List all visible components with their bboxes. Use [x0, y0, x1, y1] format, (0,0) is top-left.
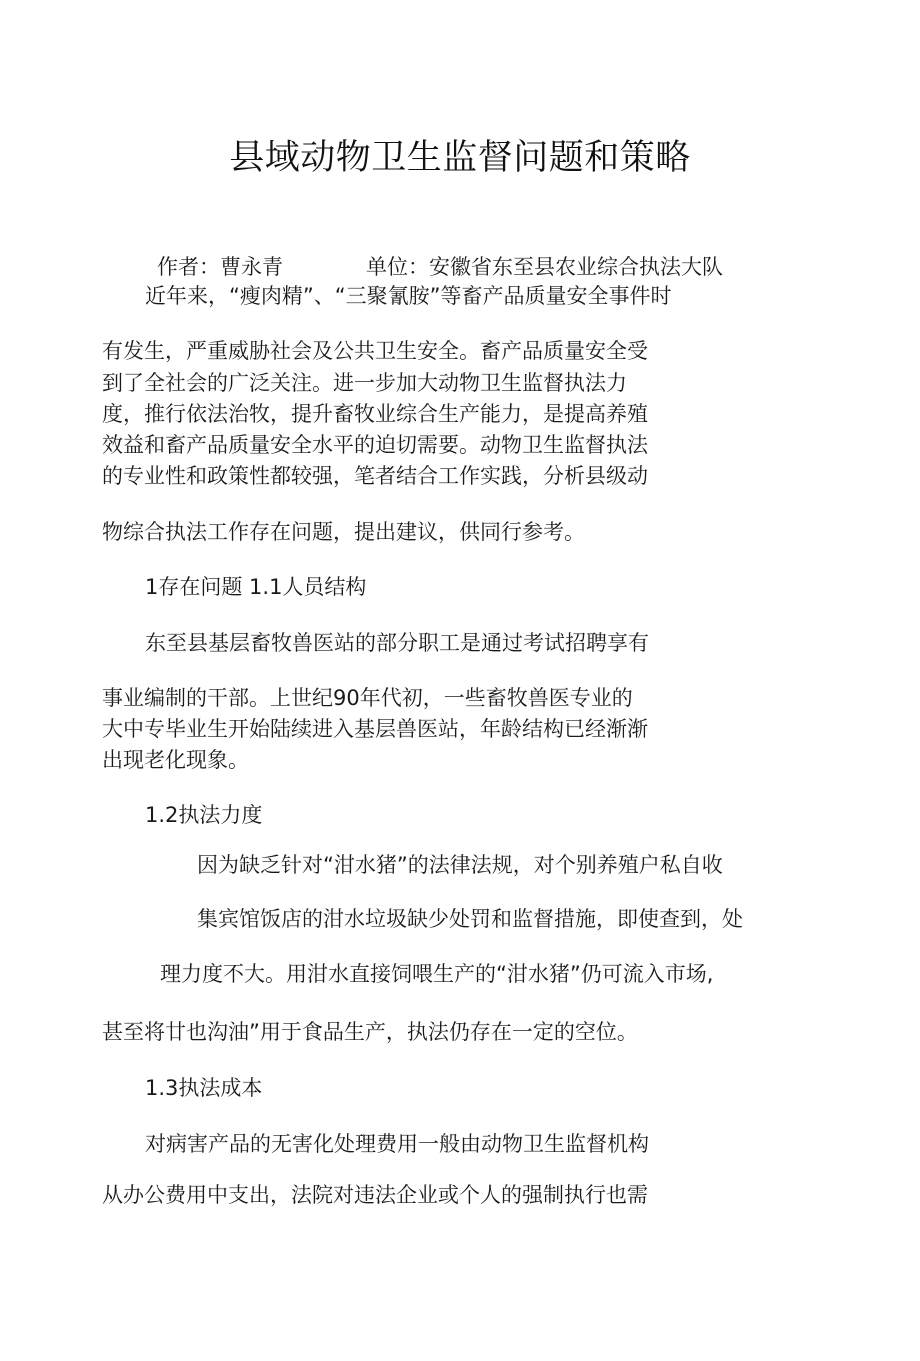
paragraph-line: 有发生，严重威胁社会及公共卫生安全。畜产品质量安全受 — [102, 339, 648, 363]
paragraph-line: 理力度不大。用泔水直接饲喂生产的“泔水猪”仍可流入市场, — [160, 962, 714, 986]
paragraph-line: 出现老化现象。 — [102, 748, 249, 772]
paragraph-line: 因为缺乏针对“泔水猪”的法律法规，对个别养殖户私自收 — [197, 853, 723, 877]
paragraph-line: 大中专毕业生开始陆续进入基层兽医站，年龄结构已经渐渐 — [102, 717, 648, 741]
paragraph-line: 从办公费用中支出，法院对违法企业或个人的强制执行也需 — [102, 1183, 648, 1207]
paragraph-line: 甚至将廿也沟油”用于食品生产，执法仍存在一定的空位。 — [102, 1020, 638, 1044]
paragraph-line: 效益和畜产品质量安全水平的迫切需要。动物卫生监督执法 — [102, 433, 648, 457]
section-heading: 1.2执法力度 — [145, 803, 263, 827]
page-title: 县域动物卫生监督问题和策略 — [229, 138, 691, 178]
paragraph-line: 的专业性和政策性都较强，笔者结合工作实践，分析县级动 — [102, 464, 648, 488]
paragraph-line: 东至县基层畜牧兽医站的部分职工是通过考试招聘享有 — [145, 631, 649, 655]
paragraph-line: 集宾馆饭店的泔水垃圾缺少处罚和监督措施，即使查到，处 — [197, 907, 743, 931]
byline-author: 作者：曹永青 — [157, 255, 283, 279]
paragraph-line: 对病害产品的无害化处理费用一般由动物卫生监督机构 — [145, 1132, 649, 1156]
paragraph-line: 度，推行依法治牧，提升畜牧业综合生产能力，是提高养殖 — [102, 402, 648, 426]
paragraph-line: 近年来，“瘦肉精”、“三聚氰胺”等畜产品质量安全事件时 — [145, 284, 672, 308]
paragraph-line: 物综合执法工作存在问题，提出建议，供同行参考。 — [102, 520, 585, 544]
byline-unit: 单位：安徽省东至县农业综合执法大队 — [366, 255, 723, 279]
section-heading: 1.3执法成本 — [145, 1076, 263, 1100]
section-heading: 1存在问题 1.1人员结构 — [145, 575, 367, 599]
paragraph-line: 事业编制的干部。上世纪90年代初，一些畜牧兽医专业的 — [102, 686, 633, 710]
paragraph-line: 到了全社会的广泛关注。进一步加大动物卫生监督执法力 — [102, 371, 627, 395]
